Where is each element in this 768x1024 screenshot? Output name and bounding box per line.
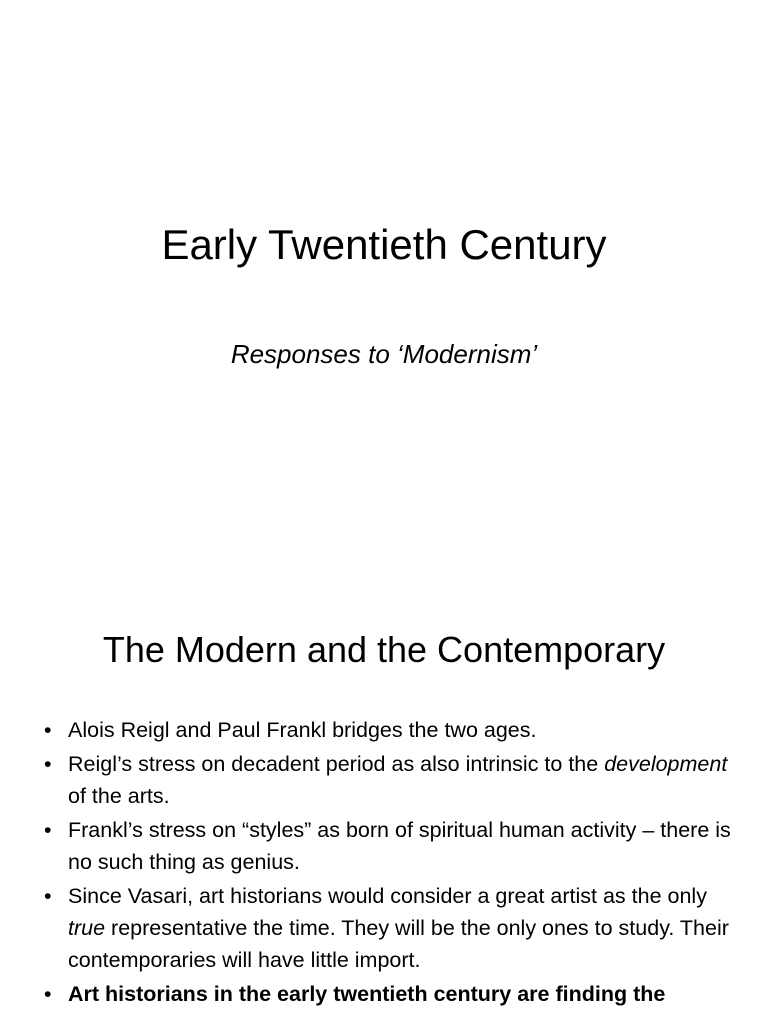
- bullet-icon: •: [44, 982, 52, 1006]
- bullet-item: [44, 978, 734, 1010]
- bullet-text: Art historians in the early twentieth century are finding the: [68, 982, 666, 1006]
- bullet-text: representative the time. They will be the only ones to study. Their contemporaries will have little import.: [68, 916, 729, 972]
- bullet-item: [44, 748, 734, 812]
- slide-subtitle: Responses to ‘Modernism’: [230, 339, 538, 369]
- slide-heading: The Modern and the Contemporary: [102, 629, 666, 670]
- bullet-text: Reigl’s stress on decadent period as also intrinsic to the: [68, 752, 605, 776]
- bullet-emphasis: development: [604, 752, 728, 776]
- bullet-text: Frankl’s stress on “styles” as born of spiritual human activity – there is no such thing as genius.: [68, 818, 731, 874]
- bullet-text: of the arts.: [68, 784, 170, 808]
- bullet-icon: •: [44, 818, 52, 842]
- bullet-icon: •: [44, 884, 52, 908]
- bullet-item: [44, 814, 734, 878]
- bullet-emphasis: true: [68, 916, 106, 940]
- bullet-item: [44, 880, 734, 976]
- bullet-item: [44, 714, 734, 746]
- bullet-text: Since Vasari, art historians would consider a great artist as the only: [68, 884, 707, 908]
- bullet-icon: •: [44, 718, 52, 742]
- slide-title: Early Twentieth Century: [161, 221, 607, 268]
- bullet-list: [44, 714, 734, 1012]
- bullet-icon: •: [44, 752, 52, 776]
- bullet-text: Alois Reigl and Paul Frankl bridges the two ages.: [68, 718, 537, 742]
- content-slide: [0, 576, 768, 1024]
